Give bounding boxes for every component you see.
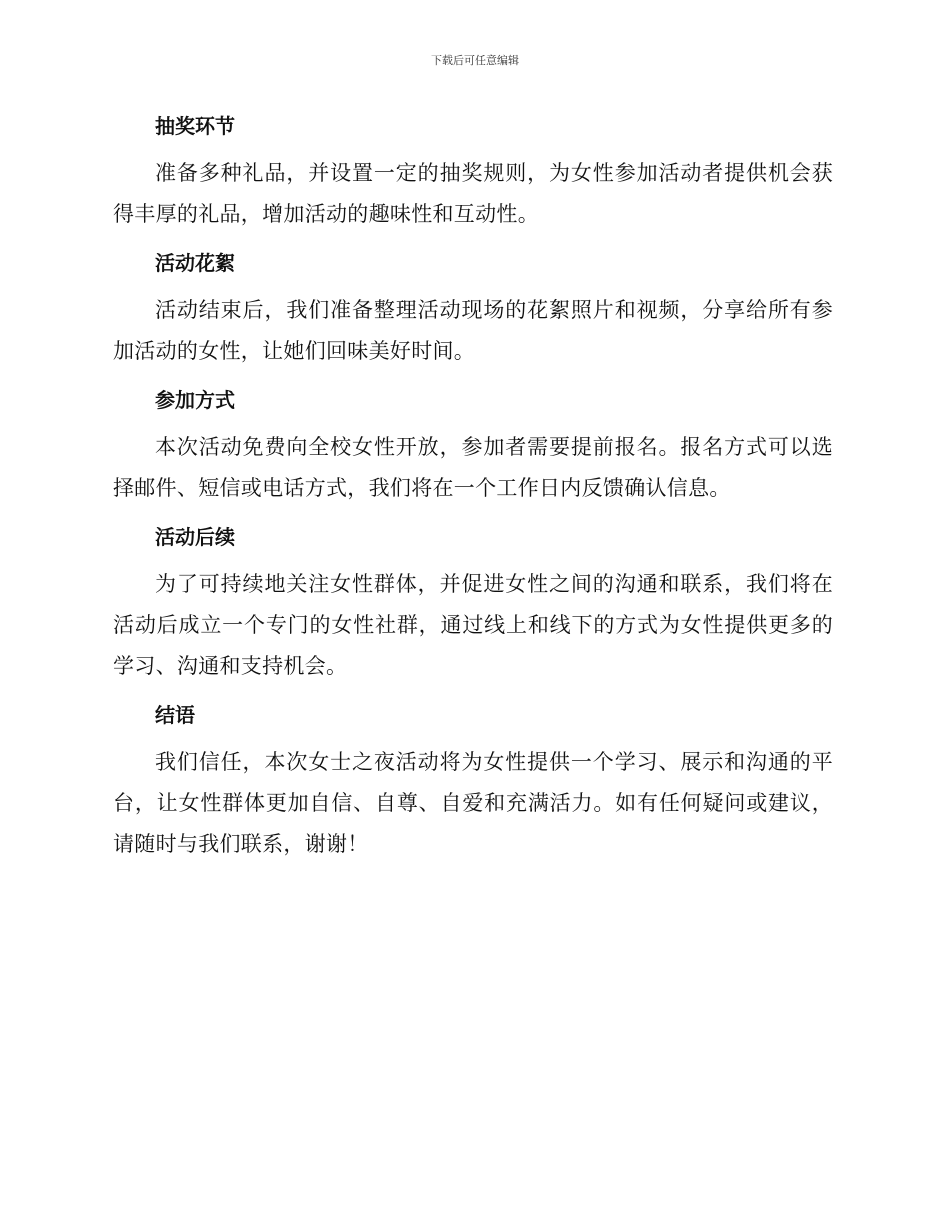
section-paragraph: 为了可持续地关注女性群体，并促进女性之间的沟通和联系，我们将在活动后成立一个专门的女性社群，通过线上和线下的方式为女性提供更多的学习、沟通和支持机会。 bbox=[113, 572, 833, 678]
section-heading: 结语 bbox=[155, 703, 195, 727]
section-heading: 参加方式 bbox=[155, 388, 235, 412]
section-heading: 活动花絮 bbox=[155, 251, 235, 275]
section-paragraph: 我们信任，本次女士之夜活动将为女性提供一个学习、展示和沟通的平台，让女性群体更加自信、自尊、自爱和充满活力。如有任何疑问或建议，请随时与我们联系，谢谢！ bbox=[113, 750, 833, 856]
section-follow-up bbox=[113, 518, 833, 687]
section-heading: 活动后续 bbox=[155, 525, 235, 549]
section-lottery bbox=[113, 107, 833, 235]
section-highlights bbox=[113, 244, 833, 372]
section-participation bbox=[113, 381, 833, 509]
section-paragraph: 本次活动免费向全校女性开放，参加者需要提前报名。报名方式可以选择邮件、短信或电话方式，我们将在一个工作日内反馈确认信息。 bbox=[113, 435, 833, 500]
section-conclusion bbox=[113, 696, 833, 865]
page-header-note: 下载后可任意编辑 bbox=[431, 54, 519, 67]
section-paragraph: 活动结束后，我们准备整理活动现场的花絮照片和视频，分享给所有参加活动的女性，让她们回味美好时间。 bbox=[113, 298, 833, 363]
section-heading: 抽奖环节 bbox=[155, 114, 235, 138]
document-content bbox=[113, 107, 833, 874]
section-paragraph: 准备多种礼品，并设置一定的抽奖规则，为女性参加活动者提供机会获得丰厚的礼品，增加活动的趣味性和互动性。 bbox=[113, 161, 833, 226]
